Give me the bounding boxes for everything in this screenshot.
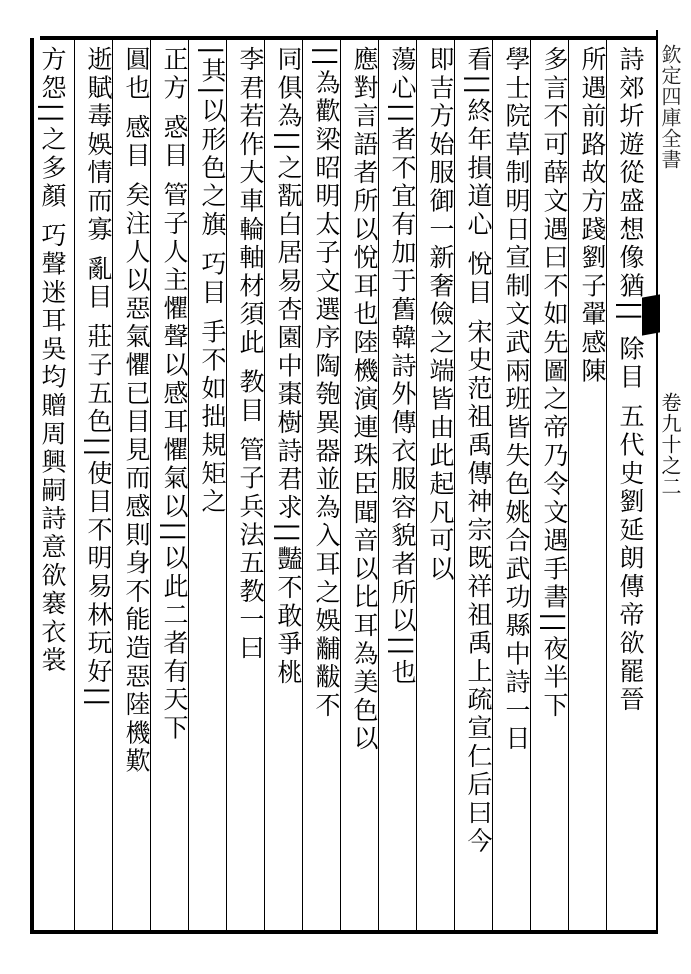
text-column: 圓也 感目 矣注人以惡氣懼已目見而感則身不能造惡陸機歎 bbox=[122, 46, 151, 776]
column-divider bbox=[74, 40, 75, 930]
text-column: 正方 惑目 管子人主懼聲以感耳懼氣以||以此二者有天下 bbox=[160, 46, 189, 743]
juan-number: 卷九十之二 bbox=[658, 392, 682, 497]
text-column: 蕩心||者不宜有加于舊韓詩外傳衣服容貌者所以||也 bbox=[388, 46, 417, 688]
text-column: |其|以形色之旗 巧目 手不如拙規矩之 bbox=[198, 46, 227, 517]
top-border bbox=[40, 36, 656, 40]
text-column: 逝賦毒娛情而寡 亂目 莊子五色||使目不明易林玩好|| bbox=[84, 46, 113, 710]
text-column: 詩郊圻遊從盛想像猶|| 除目 五代史劉延朗傳帝欲罷晉 bbox=[616, 46, 645, 715]
text-column: 應對言語者所以悅耳也陸機演連珠臣聞音以比耳為美色以 bbox=[350, 46, 379, 754]
text-column: 學士院草制明日宣制文武兩班皆失色姚合武功縣中詩一日 bbox=[502, 46, 531, 754]
text-column: 李君若作大車輪軸材須此 教目 管子兵法五教一曰 bbox=[236, 46, 265, 663]
bottom-border bbox=[30, 930, 658, 934]
text-column: 多言不可薛文遇曰不如先圖之帝乃令文遇手書||夜半下 bbox=[540, 46, 569, 721]
text-column: 同俱為||之翫白居易杏園中棗樹詩君求||豔不敢爭桃 bbox=[274, 46, 303, 688]
text-column: 方怨||之多顏 巧聲迷耳吳均贈周興嗣詩意欲褰衣裳 bbox=[38, 46, 67, 675]
text-column: 即吉方始服御一新奢儉之端皆由此起凡可以 bbox=[426, 46, 455, 584]
text-column: ||為歡梁昭明太子文選序陶匏異器並為入耳之娛黼黻不 bbox=[312, 46, 341, 721]
text-column: 看||終年損道心 悅目 宋史范祖禹傳神宗既祥祖禹上疏宣仁后曰今 bbox=[464, 46, 493, 857]
text-column: 所遇前路故方踐劉子翬感陳 bbox=[578, 46, 607, 386]
book-title: 欽定四庫全書 bbox=[658, 44, 682, 170]
